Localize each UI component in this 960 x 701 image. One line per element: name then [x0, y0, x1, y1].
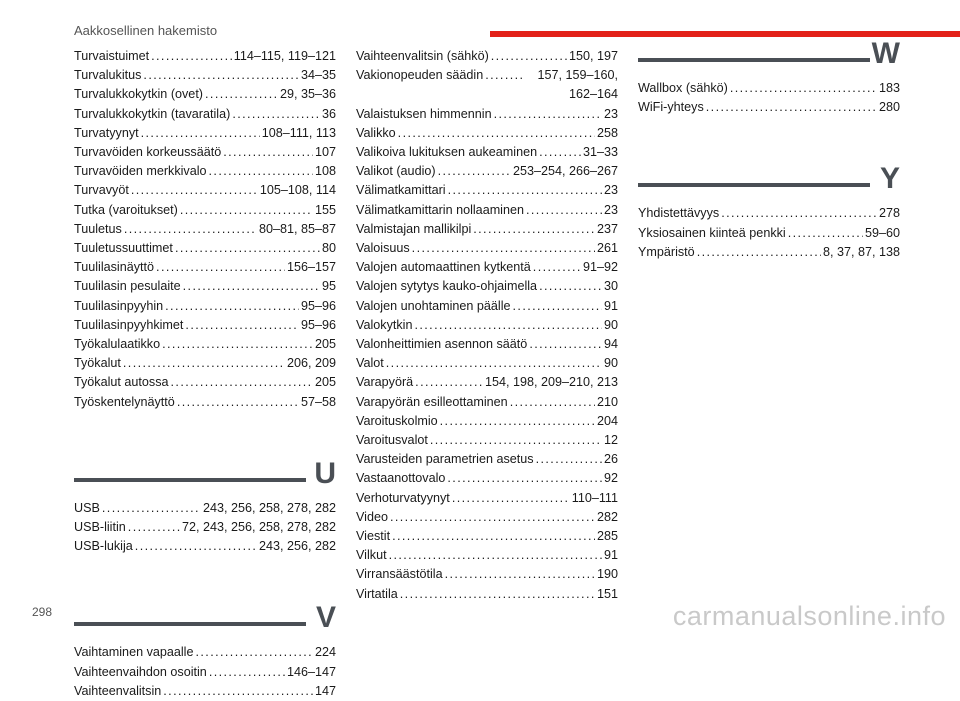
- index-pages: 206, 209: [286, 356, 336, 371]
- leader-dots: [438, 162, 511, 181]
- index-term: Valojen unohtaminen päälle: [356, 298, 511, 313]
- section-header-v: [74, 601, 336, 643]
- index-pages: 94: [603, 337, 618, 352]
- index-entry: [356, 239, 618, 258]
- index-pages: 29, 35–36: [279, 87, 336, 102]
- leader-dots: [162, 335, 313, 354]
- index-pages: 23: [603, 106, 618, 121]
- leader-dots: [513, 297, 602, 316]
- leader-dots: [102, 499, 201, 518]
- index-entry: [74, 85, 336, 104]
- index-term: Turvalukitus: [74, 68, 142, 83]
- index-entry: [356, 354, 618, 373]
- index-term: Wallbox (sähkö): [638, 81, 728, 95]
- index-term: USB-lukija: [74, 539, 133, 554]
- leader-dots: [135, 537, 257, 556]
- leader-dots: [536, 450, 602, 469]
- index-entry: [356, 316, 618, 335]
- leader-dots: [141, 124, 260, 143]
- index-term: Työkalulaatikko: [74, 337, 161, 352]
- leader-dots: [448, 181, 602, 200]
- leader-dots: [165, 297, 299, 316]
- leader-dots: [390, 508, 595, 527]
- index-entry: [74, 143, 336, 162]
- index-term: Työskentelynäyttö: [74, 394, 175, 409]
- index-pages: 156–157: [286, 260, 336, 275]
- index-entry: [356, 181, 618, 200]
- index-pages: 155: [314, 202, 336, 217]
- index-term: Turvalukkokytkin (tavaratila): [74, 106, 231, 121]
- section-letter: W: [871, 37, 900, 70]
- section-y-list: [638, 204, 900, 262]
- leader-dots: [143, 66, 299, 85]
- index-entry: [638, 224, 900, 243]
- index-entry: [74, 518, 336, 537]
- index-term: Valikko: [356, 125, 396, 140]
- index-term: Turvavöiden korkeussäätö: [74, 145, 222, 160]
- section-rule: [74, 622, 306, 626]
- index-entry: [74, 124, 336, 143]
- index-entry: [74, 47, 336, 66]
- index-pages: 59–60: [864, 225, 900, 240]
- section-rule: [638, 58, 870, 62]
- leader-dots: [398, 124, 595, 143]
- leader-dots: [123, 354, 285, 373]
- index-entry: [356, 124, 618, 143]
- leader-dots: [180, 201, 313, 220]
- index-term: Vilkut: [356, 548, 387, 563]
- index-term: Valojen automaattinen kytkentä: [356, 260, 531, 275]
- index-entry: [74, 220, 336, 239]
- section-v-continued-list: [356, 47, 618, 604]
- index-term: Tuulilasinpyyhin: [74, 298, 164, 313]
- index-entry: [356, 393, 618, 412]
- index-pages: 253–254, 266–267: [512, 164, 618, 179]
- index-entry: [356, 258, 618, 277]
- index-pages: 23: [603, 183, 618, 198]
- index-term: Verhoturvatyynyt: [356, 490, 450, 505]
- index-pages: 224: [314, 645, 336, 660]
- index-entry: [74, 316, 336, 335]
- index-pages: 95–96: [300, 298, 336, 313]
- index-term: Tuuletussuuttimet: [74, 241, 173, 256]
- index-term: Video: [356, 509, 388, 524]
- leader-dots: [163, 682, 313, 701]
- index-pages: 205: [314, 337, 336, 352]
- index-entry: [356, 450, 618, 469]
- leader-dots: [529, 335, 602, 354]
- index-entry: [356, 335, 618, 354]
- index-term: USB: [74, 500, 100, 515]
- index-term: Työkalut: [74, 356, 121, 371]
- index-term: Yhdistettävyys: [638, 206, 720, 221]
- index-pages: 95–96: [300, 317, 336, 332]
- index-entry: [74, 201, 336, 220]
- leader-dots: [414, 316, 602, 335]
- index-entry: [356, 431, 618, 450]
- index-pages: 26: [603, 452, 618, 467]
- index-entry: [356, 47, 618, 66]
- index-entry: [74, 499, 336, 518]
- index-entry: [356, 565, 618, 584]
- index-pages: 107: [314, 145, 336, 160]
- index-term: Valaistuksen himmennin: [356, 106, 492, 121]
- leader-dots: [452, 489, 570, 508]
- index-pages: 80: [321, 241, 336, 256]
- index-term: Tutka (varoitukset): [74, 202, 178, 217]
- index-pages: 108–111, 113: [261, 125, 336, 140]
- index-term: Turvavöiden merkkivalo: [74, 164, 207, 179]
- index-pages: 146–147: [286, 664, 336, 679]
- index-pages: 210: [596, 394, 618, 409]
- leader-dots: [386, 354, 602, 373]
- index-term: Varoitusvalot: [356, 433, 428, 448]
- leader-dots: [392, 527, 595, 546]
- index-term: Vaihtaminen vapaalle: [74, 645, 194, 660]
- leader-dots: [445, 565, 595, 584]
- index-column-2: [356, 47, 618, 604]
- section-letter: V: [315, 601, 336, 635]
- index-pages: 31–33: [582, 145, 618, 159]
- index-pages: 278: [878, 206, 900, 221]
- index-entry: [356, 469, 618, 488]
- index-entry: [74, 66, 336, 85]
- index-pages: 114–115, 119–121: [233, 49, 336, 63]
- index-entry: [356, 585, 618, 604]
- leader-dots: [196, 643, 313, 662]
- index-pages: 110–111: [571, 490, 618, 505]
- leader-dots: [539, 143, 581, 162]
- index-term: Valikot (audio): [356, 164, 436, 179]
- index-entry: [74, 682, 336, 701]
- section-u-list: [74, 499, 336, 557]
- index-entry: [74, 239, 336, 258]
- index-pages: 285: [596, 529, 618, 544]
- index-entry: [356, 489, 618, 508]
- index-term: Virransäästötila: [356, 567, 443, 582]
- leader-dots: [131, 181, 258, 200]
- index-term: Varoituskolmio: [356, 413, 438, 428]
- leader-dots: [223, 143, 313, 162]
- index-pages: 280: [878, 100, 900, 115]
- index-column-3: [638, 37, 900, 262]
- index-pages: 95: [321, 279, 336, 294]
- index-term: Vaihteenvalitsin (sähkö): [356, 49, 489, 63]
- leader-dots: [697, 243, 821, 262]
- index-term: Valojen sytytys kauko-ohjaimella: [356, 279, 538, 294]
- index-entry: [356, 546, 618, 565]
- index-pages: 183: [878, 81, 900, 95]
- index-entry: [638, 204, 900, 223]
- leader-dots: [491, 47, 567, 66]
- leader-dots: [510, 393, 595, 412]
- index-pages: 243, 256, 282: [258, 539, 336, 554]
- index-entry: [356, 277, 618, 296]
- leader-dots: [205, 85, 278, 104]
- index-entry: [74, 181, 336, 200]
- index-pages: 8, 37, 87, 138: [822, 244, 900, 259]
- index-pages: 12: [603, 433, 618, 448]
- leader-dots: [415, 373, 483, 392]
- index-term: Vaihteenvaihdon osoitin: [74, 664, 207, 679]
- section-header-u: [74, 456, 336, 499]
- index-pages: 204: [596, 413, 618, 428]
- index-pages: 80–81, 85–87: [258, 221, 336, 236]
- index-term: USB-liitin: [74, 520, 126, 535]
- index-term: Välimatkamittarin nollaaminen: [356, 202, 524, 217]
- index-pages: 30: [603, 279, 618, 294]
- index-pages: 57–58: [300, 394, 336, 409]
- index-term: Työkalut autossa: [74, 375, 169, 390]
- leader-dots: [183, 277, 320, 296]
- leader-dots: [124, 220, 257, 239]
- index-term: Ympäristö: [638, 244, 695, 259]
- index-pages: 150, 197: [568, 49, 618, 63]
- leader-dots: [721, 204, 877, 223]
- index-term: Tuuletus: [74, 221, 122, 236]
- leader-dots: [389, 546, 602, 565]
- index-entry: [356, 143, 618, 162]
- index-pages: 147: [314, 683, 336, 698]
- index-pages: 205: [314, 375, 336, 390]
- index-term: Tuulilasin pesulaite: [74, 279, 181, 294]
- section-v-list: [74, 643, 336, 701]
- index-entry: [74, 643, 336, 662]
- leader-dots: [485, 66, 524, 85]
- index-pages: 92: [603, 471, 618, 486]
- index-term: WiFi-yhteys: [638, 100, 704, 115]
- index-entry: [74, 537, 336, 556]
- index-pages: 237: [596, 221, 618, 236]
- index-pages: 36: [321, 106, 336, 121]
- index-entry: [74, 258, 336, 277]
- index-entry: [356, 220, 618, 239]
- index-entry: [74, 663, 336, 682]
- index-term: Välimatkamittari: [356, 183, 446, 198]
- leader-dots: [430, 431, 602, 450]
- section-header-w: [638, 37, 900, 79]
- leader-dots: [526, 201, 602, 220]
- index-entry: [356, 527, 618, 546]
- section-w-list: [638, 79, 900, 117]
- leader-dots: [539, 277, 602, 296]
- index-pages: 90: [603, 356, 618, 371]
- index-entry: [356, 162, 618, 181]
- index-pages: 154, 198, 209–210, 213: [484, 375, 618, 390]
- index-entry: [74, 105, 336, 124]
- leader-dots: [209, 663, 285, 682]
- index-term: Varapyörä: [356, 375, 414, 390]
- section-t-list: [74, 47, 336, 412]
- index-term: Turvavyöt: [74, 183, 129, 198]
- index-pages: 243, 256, 258, 278, 282: [202, 500, 336, 515]
- index-pages: 151: [596, 586, 618, 601]
- leader-dots: [473, 220, 595, 239]
- index-term: Vaihteenvalitsin: [74, 683, 162, 698]
- page-header-title: Aakkosellinen hakemisto: [74, 23, 218, 38]
- leader-dots: [171, 373, 313, 392]
- index-entry: [638, 79, 900, 98]
- index-entry: [356, 508, 618, 527]
- index-term: Turvatyynyt: [74, 125, 139, 140]
- index-term: Valonheittimien asennon säätö: [356, 337, 528, 352]
- index-entry: [356, 66, 618, 104]
- index-term: Valikoiva lukituksen aukeaminen: [356, 145, 538, 159]
- index-term: Valokytkin: [356, 317, 413, 332]
- leader-dots: [440, 412, 595, 431]
- leader-dots: [447, 469, 602, 488]
- index-term: Yksiosainen kiinteä penkki: [638, 225, 786, 240]
- leader-dots: [175, 239, 320, 258]
- index-term: Valoisuus: [356, 241, 410, 256]
- leader-dots: [533, 258, 581, 277]
- index-entry: [638, 243, 900, 262]
- index-pages: 105–108, 114: [259, 183, 336, 198]
- section-rule: [638, 183, 870, 187]
- index-entry: [74, 277, 336, 296]
- leader-dots: [412, 239, 595, 258]
- page-number: 298: [32, 605, 53, 619]
- index-pages: 91: [603, 548, 618, 563]
- index-entry: [356, 105, 618, 124]
- section-header-y: [638, 162, 900, 204]
- index-pages: 34–35: [300, 68, 336, 83]
- leader-dots: [400, 585, 595, 604]
- index-pages: 72, 243, 256, 258, 278, 282: [181, 520, 336, 535]
- index-column-1: [74, 47, 336, 701]
- index-entry: [356, 201, 618, 220]
- index-pages: 91: [603, 298, 618, 313]
- section-letter: U: [314, 456, 336, 490]
- leader-dots: [156, 258, 285, 277]
- index-entry: [74, 373, 336, 392]
- index-pages: 261: [596, 241, 618, 256]
- index-pages: 90: [603, 317, 618, 332]
- leader-dots: [151, 47, 232, 66]
- leader-dots: [177, 393, 299, 412]
- index-pages: 190: [596, 567, 618, 582]
- section-letter: Y: [879, 162, 900, 196]
- index-entry: [74, 297, 336, 316]
- watermark: carmanualsonline.info: [672, 601, 946, 631]
- leader-dots: [706, 98, 877, 117]
- index-term: Turvalukkokytkin (ovet): [74, 87, 204, 102]
- index-pages: 258: [596, 125, 618, 140]
- leader-dots: [494, 105, 602, 124]
- index-pages: 23: [603, 202, 618, 217]
- index-term: Varusteiden parametrien asetus: [356, 452, 534, 467]
- index-entry: [74, 162, 336, 181]
- index-entry: [356, 412, 618, 431]
- index-term: Vastaanottovalo: [356, 471, 446, 486]
- index-entry: [74, 393, 336, 412]
- leader-dots: [232, 105, 320, 124]
- leader-dots: [128, 518, 180, 537]
- index-pages: 91–92: [582, 260, 618, 275]
- index-term: Valot: [356, 356, 384, 371]
- index-term: Virtatila: [356, 586, 398, 601]
- leader-dots: [185, 316, 299, 335]
- index-term: Vakionopeuden säädin: [356, 68, 484, 83]
- section-rule: [74, 478, 306, 482]
- leader-dots: [730, 79, 877, 98]
- index-term: Valmistajan mallikilpi: [356, 221, 472, 236]
- index-entry: [356, 297, 618, 316]
- index-pages: 282: [596, 509, 618, 524]
- index-entry: [638, 98, 900, 117]
- index-entry: [356, 373, 618, 392]
- index-term: Tuulilasinäyttö: [74, 260, 155, 275]
- index-pages: 108: [314, 164, 336, 179]
- leader-dots: [788, 224, 863, 243]
- index-entry: [74, 354, 336, 373]
- index-entry: [74, 335, 336, 354]
- index-term: Viestit: [356, 529, 391, 544]
- index-pages: 157, 159–160, 162–164: [537, 68, 618, 102]
- leader-dots: [209, 162, 313, 181]
- index-term: Tuulilasinpyyhkimet: [74, 317, 184, 332]
- index-term: Turvaistuimet: [74, 49, 150, 63]
- index-term: Varapyörän esilleottaminen: [356, 394, 508, 409]
